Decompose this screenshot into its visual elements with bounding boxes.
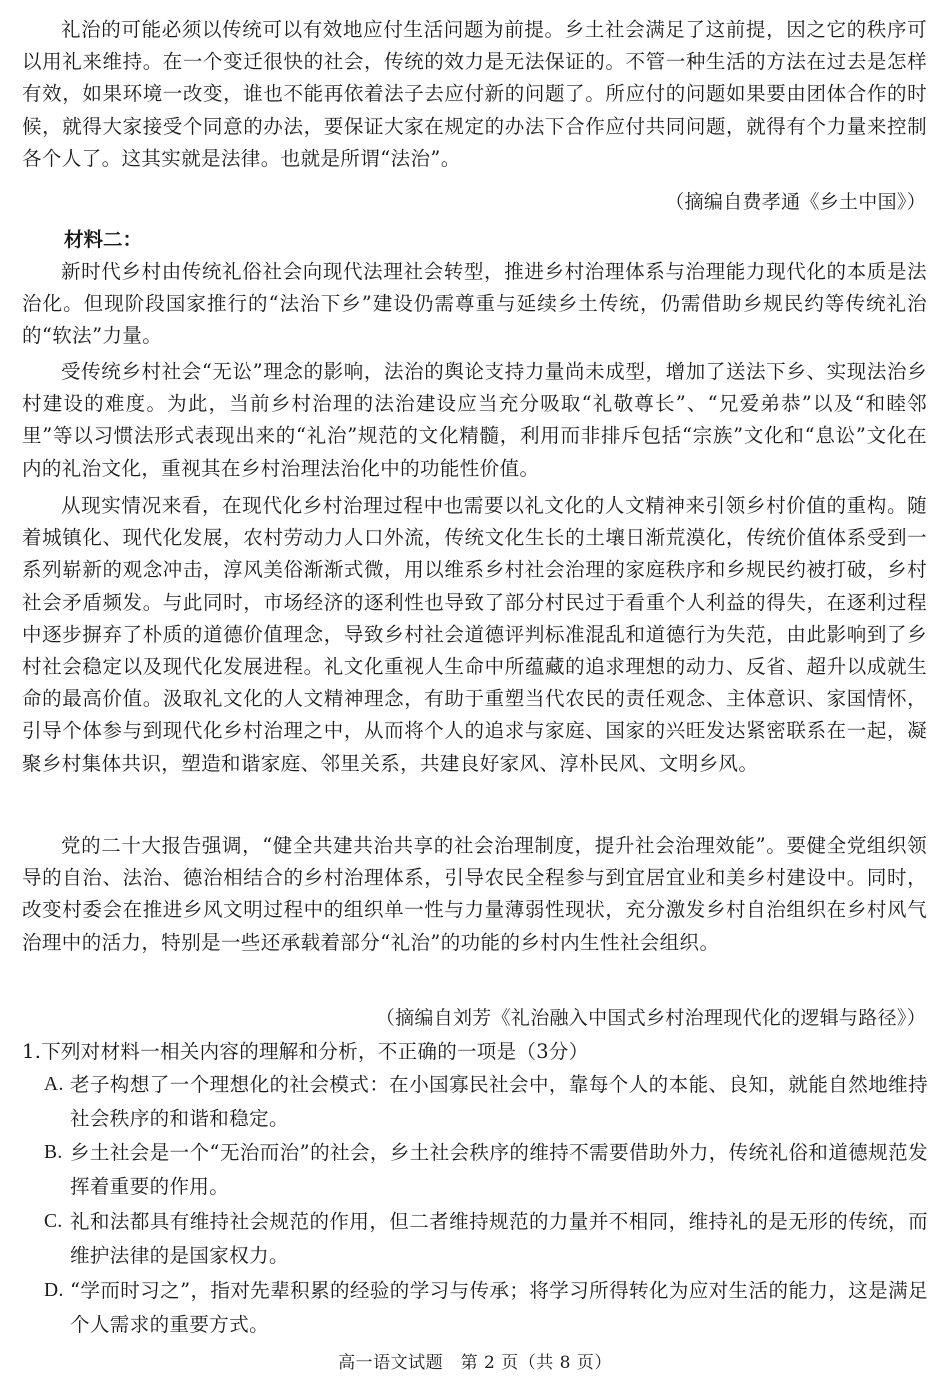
option-letter: C.: [44, 1211, 63, 1232]
material-two-heading: 材料二：: [64, 228, 143, 251]
option-d: [44, 1274, 928, 1342]
material-one-paragraph: 礼治的可能必须以传统可以有效地应付生活问题为前提。乡土社会满足了这前提，因之它的秩序可以用礼来维持。在一个变迁很快的社会，传统的效力是无法保证的。不管一种生活的方法在过去是怎样有效，如果环境一改变，谁也不能再依着法子去应付新的问题了。所应付的问题如果要由团体合作的时候，就得大家接受个同意的办法，要保证大家在规定的办法下合作应付共同问题，就得有个力量来控制各个人了。这其实就是法律。也就是所谓“法治”。: [22, 18, 927, 170]
material-two-paragraph: 新时代乡村由传统礼俗社会向现代法理社会转型，推进乡村治理体系与治理能力现代化的本质是法治化。但现阶段国家推行的“法治下乡”建设仍需尊重与延续乡土传统，仍需借助乡规民约等传统礼治的“软法”力量。: [22, 260, 927, 348]
material-two-paragraph: 党的二十大报告强调，“健全共建共治共享的社会治理制度，提升社会治理效能”。要健全党组织领导的自治、法治、德治相结合的乡村治理体系，引导农民全程参与到宜居宜业和美乡村建设中。同时，改变村委会在推进乡风文明过程中的组织单一性与力量薄弱性现状，充分激发乡村自治组织在乡村风气治理中的活力，特别是一些还承载着部分“礼治”的功能的乡村内生性社会组织。: [22, 834, 927, 954]
option-text: 乡土社会是一个“无治而治”的社会，乡土社会秩序的维持不需要借助外力，传统礼俗和道德规范发挥着重要的作用。: [70, 1141, 928, 1198]
page-footer: 高一语文试题 第 2 页（共 8 页）: [338, 1353, 612, 1373]
option-c: [44, 1205, 928, 1273]
question-stem: 1.下列对材料一相关内容的理解和分析，不正确的一项是（3分）: [22, 1040, 589, 1063]
option-a: [44, 1068, 928, 1136]
option-text: 老子构想了一个理想化的社会模式：在小国寡民社会中，靠每个人的本能、良知，就能自然地维持社会秩序的和谐和稳定。: [70, 1073, 928, 1130]
option-letter: B.: [44, 1142, 63, 1163]
material-two-paragraph: 受传统乡村社会“无讼”理念的影响，法治的舆论支持力量尚未成型，增加了送法下乡、实现法治乡村建设的难度。为此，当前乡村治理的法治建设应当充分吸取“礼敬尊长”、“兄爱弟恭”以及“和睦邻里”等以习惯法形式表现出来的“礼治”规范的文化精髓，利用而非排斥包括“宗族”文化和“息讼”文化在内的礼治文化，重视其在乡村治理法治化中的功能性价值。: [22, 360, 927, 480]
option-letter: A.: [44, 1074, 64, 1095]
material-one-source: （摘编自费孝通《乡土中国》）: [665, 191, 926, 213]
option-letter: D.: [44, 1280, 64, 1301]
option-b: [44, 1136, 928, 1204]
material-two-source: （摘编自刘芳《礼治融入中国式乡村治理现代化的逻辑与路径》）: [375, 1007, 926, 1029]
option-text: “学而时习之”，指对先辈积累的经验的学习与传承；将学习所得转化为应对生活的能力，这是满足个人需求的重要方式。: [70, 1279, 928, 1336]
option-text: 礼和法都具有维持社会规范的作用，但二者维持规范的力量并不相同，维持礼的是无形的传统，而维护法律的是国家权力。: [70, 1210, 928, 1267]
material-two-paragraph: 从现实情况来看，在现代化乡村治理过程中也需要以礼文化的人文精神来引领乡村价值的重构。随着城镇化、现代化发展，农村劳动力人口外流，传统文化生长的土壤日渐荒漠化，传统价值体系受到一系列崭新的观念冲击，淳风美俗渐渐式微，用以维系乡村社会治理的家庭秩序和乡规民约被打破，乡村社会矛盾频发。与此同时，市场经济的逐利性也导致了部分村民过于看重个人利益的得失，在逐利过程中逐步摒弃了朴质的道德价值理念，导致乡村社会道德评判标准混乱和道德行为失范，由此影响到了乡村社会稳定以及现代化发展进程。礼文化重视人生命中所蕴藏的追求理想的动力、反省、超升以成就生命的最高价值。汲取礼文化的人文精神理念，有助于重塑当代农民的责任观念、主体意识、家国情怀，引导个体参与到现代化乡村治理之中，从而将个人的追求与家庭、国家的兴旺发达紧密联系在一起，凝聚乡村集体共识，塑造和谐家庭、邻里关系，共建良好家风、淳朴民风、文明乡风。: [22, 494, 927, 775]
